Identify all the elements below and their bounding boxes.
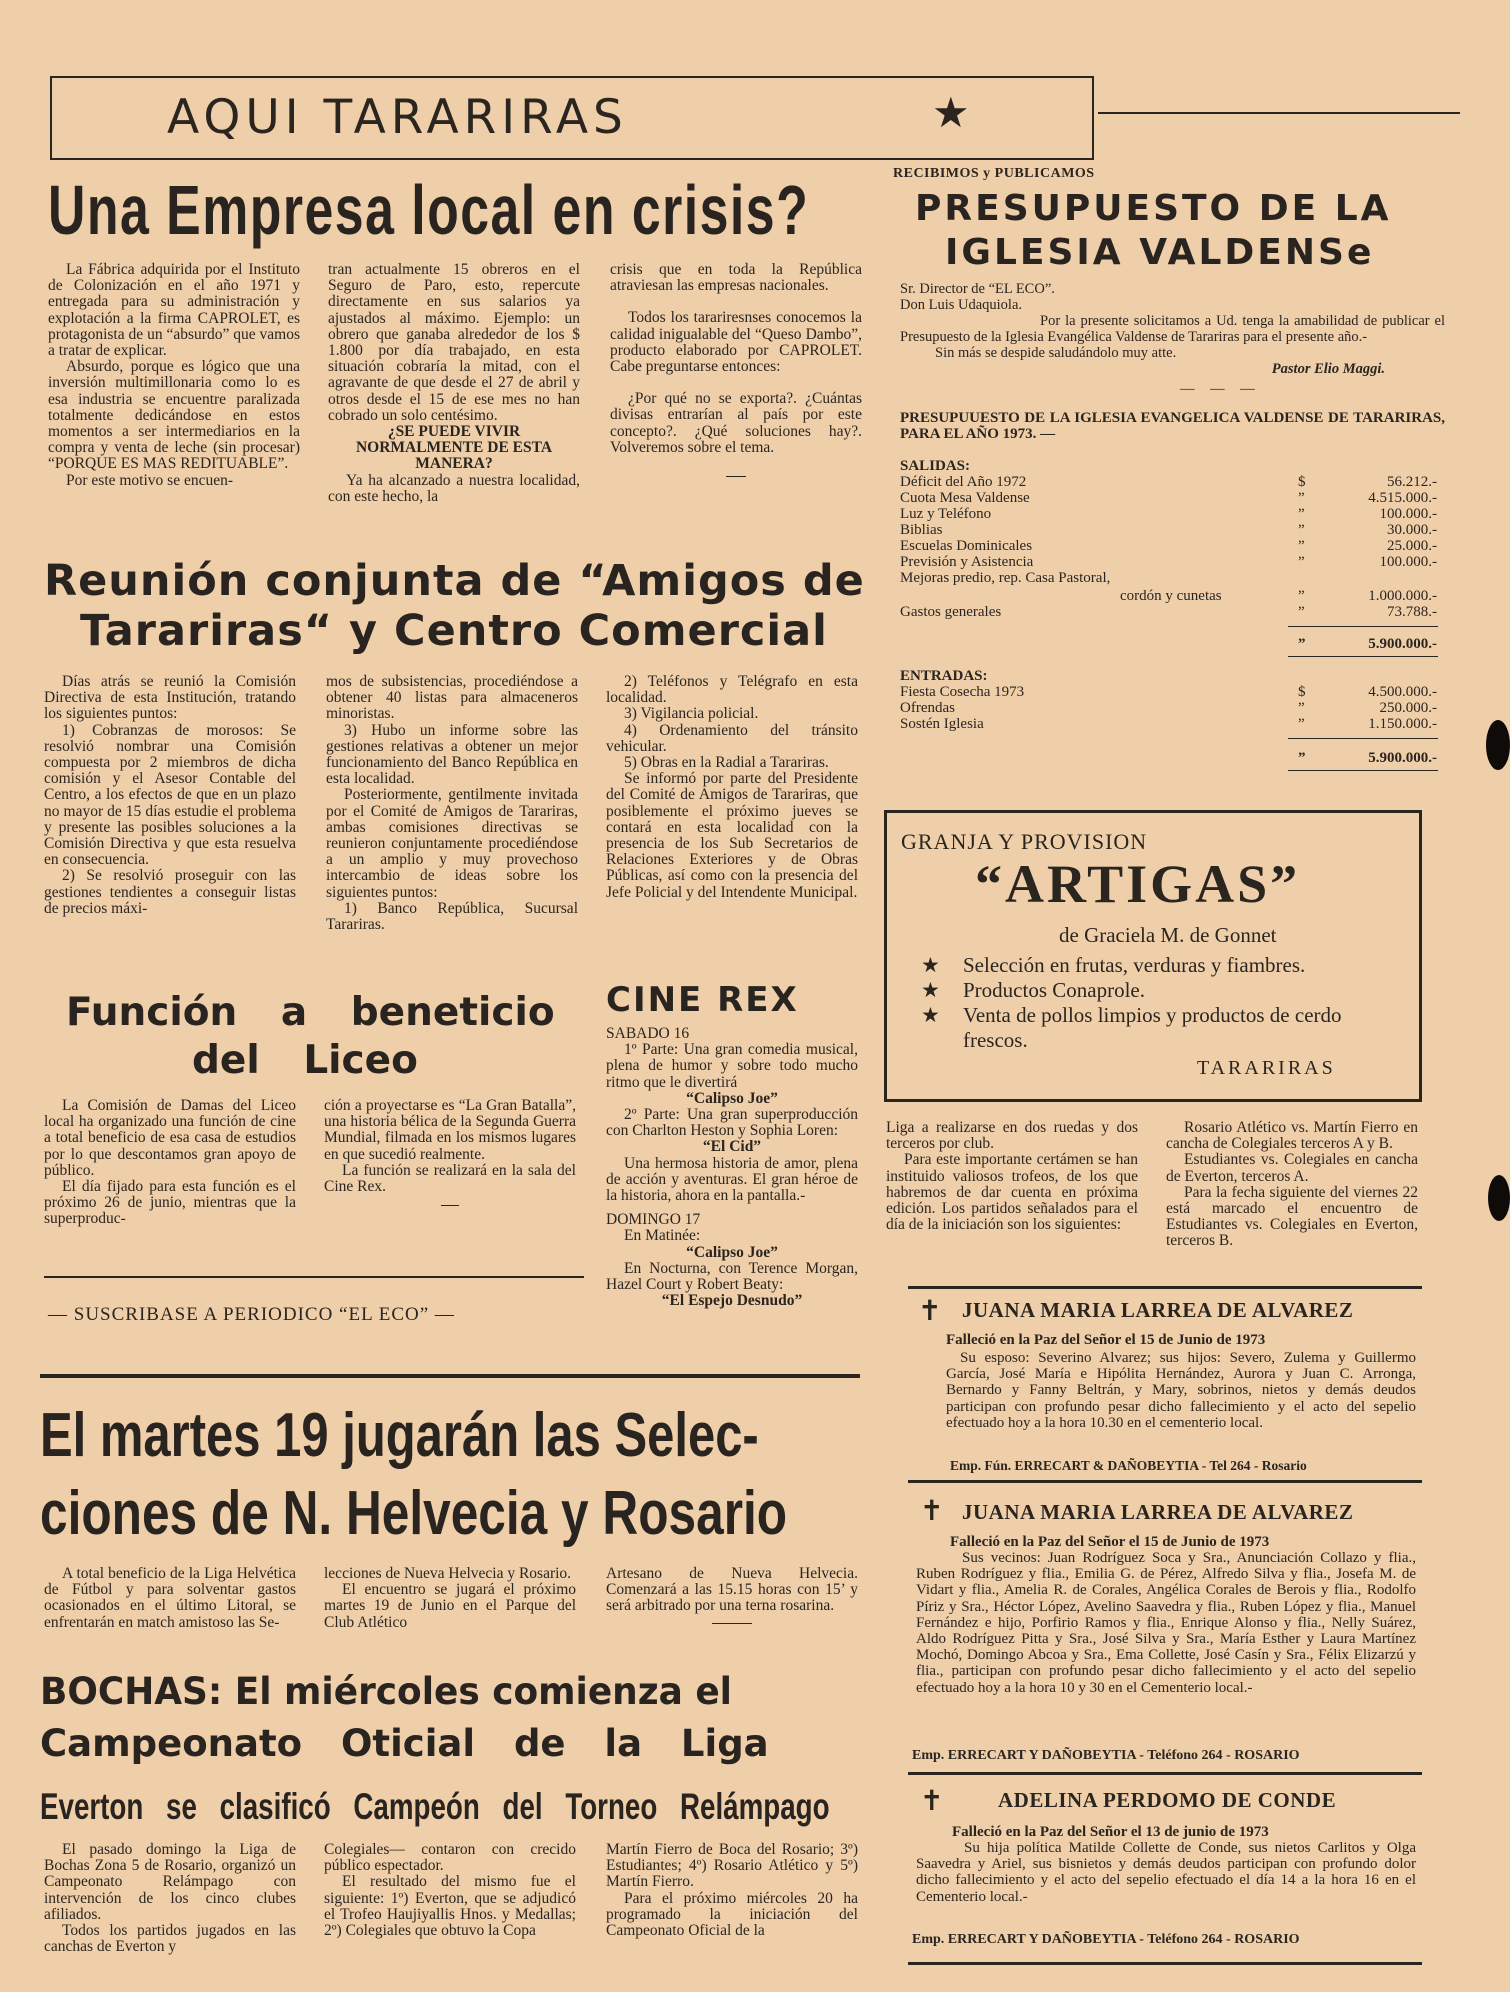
- martes-col-1: [44, 1566, 296, 1631]
- reunion-paragraph: Posteriormente, gentilmente invitada por el Comité de Amigos de Tarariras, ambas comisiones directivas se reunieron conjuntamente procediéndose a un amplio y muy provechoso intercambio de ideas sobre los siguientes puntos:: [326, 786, 578, 901]
- bochas-paragraph: Todos los partidos jugados en las canchas de Everton y: [44, 1922, 296, 1956]
- reunion-paragraph: 3) Hubo un informe sobre las gestiones relativas a obtener un mejor funcionamiento del Banco República en esta localidad.: [326, 721, 578, 788]
- subhead-bochas: Everton se clasificó Campeón del Torneo Relámpago: [40, 1786, 830, 1827]
- reunion-paragraph: 3) Vigilancia policial.: [624, 705, 759, 723]
- budget-cur: ”: [1298, 636, 1306, 652]
- ad-item: [921, 978, 1381, 1003]
- budget-item: Luz y Teléfono: [900, 506, 992, 522]
- salutation: Don Luis Udaquiola.: [900, 297, 1023, 313]
- budget-item: Ofrendas: [900, 700, 955, 716]
- ad-item: [921, 953, 1381, 978]
- signature: Pastor Elio Maggi.: [1271, 361, 1385, 377]
- obituary-name: JUANA MARIA LARREA DE ALVAREZ: [962, 1500, 1354, 1524]
- obituary: [908, 1490, 1422, 1780]
- headline-reunion-1: Reunión conjunta de “Amigos de: [44, 556, 865, 606]
- budget-cur: ”: [1298, 604, 1305, 620]
- cine-text: En Matinée:: [624, 1227, 701, 1245]
- budget-amount: 56.212.-: [1387, 474, 1437, 490]
- budget-amount: 100.000.-: [1379, 506, 1437, 522]
- empresa-paragraph: tran actualmente 15 obreros en el Seguro de Paro, esto, repercute directamente en sus salarios ya ajustados al máximo. Ejemplo: un obrero que ganaba alrededor de los $ 1.800 por día trabajado, en esta situación cobraría la mitad, con el agravante de que desde el 27 de abril y otros desde el 15 de ese mes no han cobrado un solo centésimo.: [328, 261, 580, 424]
- martes-col-3: [606, 1566, 858, 1624]
- letter-closing: Sin más se despide saludándolo muy atte.: [935, 345, 1177, 361]
- ad-owner: de Graciela M. de Gonnet: [1059, 923, 1277, 947]
- ad-town: TARARIRAS: [1197, 1057, 1336, 1079]
- martes-paragraph: lecciones de Nueva Helvecia y Rosario.: [324, 1565, 572, 1582]
- budget-amount: 1.000.000.-: [1368, 588, 1437, 604]
- divider: [40, 1374, 860, 1378]
- budget-item: Mejoras predio, rep. Casa Pastoral,: [900, 570, 1111, 586]
- presupuesto-letter: [900, 281, 1445, 397]
- end-dash: [726, 476, 746, 477]
- budget-row: [900, 538, 1445, 554]
- end-dash: [712, 1623, 752, 1624]
- reunion-paragraph: 2) Se resolvió proseguir con las gestiones tendientes a conseguir listas de precios máxi-: [44, 867, 296, 917]
- budget-table: [900, 458, 1445, 788]
- empresa-paragraph: Todos los tarariresnses conocemos la calidad inigualable del “Queso Dambo”, producto elaborado por CAPROLET. Cabe preguntarse entonces:: [610, 309, 862, 376]
- cine-text: 1º Parte: Una gran comedia musical, plena de humor y sobre todo mucho ritmo que le divertirá: [606, 1041, 858, 1091]
- obituary-text: Su esposo: Severino Alvarez; sus hijos: Severo, Zulema y Guillermo García, José María e Hipólita Hernández, Aurora y Juan C. Arronga, Bernardo y Fanny Beltrán, y Mary, sobrinos, nietos y demás deudos participan con profundo pesar dicho fallecimiento y el acto del sepelio efectuado hoy a la hora 10.30 en el cementerio local.: [946, 1350, 1416, 1431]
- bochas-paragraph: El pasado domingo la Liga de Bochas Zona 5 de Rosario, organizó un Campeonato Relámpago con intervención de los cinco clubes afiliados.: [44, 1841, 296, 1923]
- ad-items: [921, 953, 1381, 1053]
- obituary-date: Falleció en la Paz del Señor el 15 de Junio de 1973: [946, 1332, 1266, 1348]
- ad-item-text: Venta de pollos limpios y productos de cerdo frescos.: [963, 1003, 1342, 1052]
- funcion-col-2: [324, 1098, 576, 1206]
- headline-bochas-1: BOCHAS: El miércoles comienza el: [40, 1670, 732, 1713]
- obituary: [908, 1780, 1422, 1960]
- liga-paragraph: Para este importante certámen se han instituido valiosos trofeos, de los que habremos de dar cuenta en próxima edición. Los partidos señalados para el día de la iniciación son los siguientes:: [886, 1151, 1138, 1234]
- empresa-paragraph: La Fábrica adquirida por el Instituto de Colonización en el año 1971 y entregada para su administración y explotación a la firma CAPROLET, es protagonista de un “absurdo” que vamos a tratar de explicar.: [48, 261, 300, 360]
- budget-row: [900, 506, 1445, 522]
- budget-row: [900, 570, 1445, 586]
- reunion-paragraph: 1) Cobranzas de morosos: Se resolvió nombrar una Comisión compuesta por 2 miembros de dicha comisión y el Asesor Contable del Centro, a los efectos de que en un plazo no mayor de 15 días estudie el problema y presente las posibles soluciones a la Comisión Directiva y que esta resuelva en consecuencia.: [44, 721, 296, 869]
- total-rule: [1288, 770, 1438, 771]
- budget-item: Gastos generales: [900, 604, 1002, 620]
- ad-item-text: Productos Conaprole.: [963, 978, 1145, 1002]
- bochas-col-2: [324, 1842, 576, 1939]
- separator-dashes: — — —: [1180, 381, 1261, 397]
- budget-cur: ”: [1298, 506, 1305, 522]
- presupuesto-kicker: RECIBIMOS y PUBLICAMOS: [893, 166, 1095, 181]
- liga-paragraph: Estudiantes vs. Colegiales en cancha de Everton, terceros A.: [1166, 1151, 1418, 1185]
- empresa-col-3: [610, 262, 862, 477]
- ink-blot: [1488, 1175, 1510, 1221]
- funcion-paragraph: La función se realizará en la sala del Cine Rex.: [324, 1161, 576, 1196]
- budget-amount: 250.000.-: [1379, 700, 1437, 716]
- reunion-paragraph: Días atrás se reunió la Comisión Directiva de esta Institución, tratando los siguientes puntos:: [44, 673, 296, 723]
- headline-cine: CINE REX: [606, 980, 799, 1020]
- cross-icon: ✝: [920, 1786, 944, 1817]
- reunion-paragraph: mos de subsistencias, procediéndose a obtener 40 listas para almaceneros minoristas.: [326, 673, 578, 723]
- budget-cur: ”: [1298, 522, 1305, 538]
- ad-item-text: Selección en frutas, verduras y fiambres.: [963, 953, 1306, 977]
- budget-cur: ”: [1298, 554, 1305, 570]
- budget-cur: $: [1298, 474, 1306, 490]
- martes-paragraph: Artesano de Nueva Helvecia. Comenzará a las 15.15 horas con 15’ y será arbitrado por una terna rosarina.: [606, 1565, 858, 1615]
- budget-row: [900, 490, 1445, 506]
- cine-day: SABADO 16: [606, 1025, 690, 1042]
- budget-cur: $: [1298, 684, 1306, 700]
- martes-col-2: [324, 1566, 576, 1631]
- obituary-footer: Emp. ERRECART Y DAÑOBEYTIA - Teléfono 264 - ROSARIO: [912, 1932, 1300, 1947]
- budget-row: [900, 604, 1445, 620]
- empresa-paragraph: Absurdo, porque es lógico que una inversión multimillonaria como lo es esa industria se encuentre paralizada totalmente dedicándose en estos momentos a ser intermediarios en la compra y venta de leche (sin procesar) “PORQUE ES MAS REDITUABLE”.: [48, 358, 300, 473]
- headline-martes-1: El martes 19 jugarán las Selec-: [40, 1401, 759, 1470]
- headline-reunion-2: Tarariras“ y Centro Comercial: [80, 606, 828, 656]
- bochas-paragraph: El resultado del mismo fue el siguiente: 1º) Everton, que se adjudicó el Trofeo Haujiyallis Hnos. y Medallas; 2º) Colegiales que obtuvo la Copa: [324, 1873, 576, 1940]
- headline-funcion-2: del Liceo: [192, 1038, 418, 1083]
- empresa-col-2: [328, 262, 580, 505]
- cine-listing: [606, 1026, 858, 1309]
- obituary-text: Su hija política Matilde Collette de Conde, sus nietos Carlitos y Olga Saavedra y Ariel, sus bisnietos y demás deudos participan con profundo dolor dicho fallecimiento y el acto del sepelio efectuado el día 14 a la hora 16 en el Cementerio local.-: [916, 1840, 1416, 1905]
- headline-martes-2: ciones de N. Helvecia y Rosario: [40, 1479, 788, 1548]
- ad-name: “ARTIGAS”: [975, 854, 1301, 914]
- empresa-col-1: [48, 262, 300, 489]
- divider: [908, 1962, 1422, 1965]
- budget-cur: ”: [1298, 490, 1305, 506]
- star-bullet-icon: ★: [921, 953, 940, 977]
- budget-amount: 73.788.-: [1387, 604, 1437, 620]
- budget-amount: 100.000.-: [1379, 554, 1437, 570]
- budget-item: Biblias: [900, 522, 943, 538]
- budget-total: 5.900.000.-: [1368, 636, 1437, 652]
- headline-empresa: Una Empresa local en crisis?: [48, 171, 810, 249]
- budget-cur: ”: [1298, 538, 1305, 554]
- liga-paragraph: Liga a realizarse en dos ruedas y dos terceros por club.: [886, 1119, 1138, 1153]
- cine-film: “El Espejo Desnudo”: [661, 1292, 803, 1310]
- entradas-label: ENTRADAS:: [900, 668, 988, 684]
- divider: [908, 1286, 1422, 1289]
- budget-item: Cuota Mesa Valdense: [900, 490, 1030, 506]
- ad-item: [921, 1003, 1381, 1053]
- ad-line-1: GRANJA Y PROVISION: [901, 829, 1148, 854]
- obituary-name: JUANA MARIA LARREA DE ALVAREZ: [962, 1298, 1354, 1322]
- cine-film: “Calipso Joe”: [686, 1243, 778, 1261]
- cine-text: Una hermosa historia de amor, plena de acción y aventuras. El gran héroe de la historia, ahora en la pantalla.-: [606, 1154, 858, 1205]
- budget-cur: ”: [1298, 588, 1305, 604]
- funcion-col-1: [44, 1098, 296, 1228]
- empresa-paragraph: Por este motivo se encuen-: [66, 471, 234, 489]
- presupuesto-headline-1: PRESUPUESTO DE LA: [915, 188, 1392, 229]
- letter-body: Por la presente solicitamos a Ud. tenga la amabilidad de publicar el Presupuesto de la Iglesia Evangélica Valdense de Tarariras para el presente año.-: [900, 313, 1445, 345]
- obituary-footer: Emp. Fún. ERRECART & DAÑOBEYTIA - Tel 264 - Rosario: [950, 1458, 1307, 1473]
- funcion-paragraph: ción a proyectarse es “La Gran Batalla”, una historia bélica de la Segunda Guerra Mundial, filmada en los mismos lugares en que sucedió realmente.: [324, 1097, 576, 1163]
- presupuesto-headline-2: IGLESIA VALDENSe: [945, 232, 1375, 273]
- reunion-col-1: [44, 674, 296, 917]
- banner-rule: [1098, 112, 1460, 114]
- budget-amount: 1.150.000.-: [1368, 716, 1437, 732]
- obituary-name: ADELINA PERDOMO DE CONDE: [998, 1788, 1337, 1812]
- liga-col-1: [886, 1120, 1138, 1233]
- budget-total: 5.900.000.-: [1368, 750, 1437, 766]
- subscribe-banner: — SUSCRIBASE A PERIODICO “EL ECO” —: [48, 1304, 455, 1325]
- empresa-paragraph: Ya ha alcanzado a nuestra localidad, con este hecho, la: [328, 471, 580, 505]
- ink-blot: [1486, 720, 1510, 770]
- liga-col-2: [1166, 1120, 1418, 1250]
- obituary-text: Sus vecinos: Juan Rodríguez Soca y Sra., Anunciación Collazo y flia., Ruben Rodríguez y flia., Emilia G. de Pérez, Alfredo Silva y flia., Josefa M. de Vidart y flia., Amelia R. de Corales, Angélica Corales de Berois y flia., Rodolfo Píriz y Sra., Héctor López, Avelino Saavedra y flia., Ruben López y flia., Manuel Fernández e hijo, Porfirio Ramos y flia., Enrique Alonso y flia., Nelly Suárez, Aldo Rodríguez Pitta y Sra., José Silva y Sra., María Esther y Laura Martínez Mochó, Domingo Abcoa y Sra., Ema Collette, José Casín y Sra., Félix Elizarzú y flia., participan con profundo pesar dicho fallecimiento y el acto del sepelio efectuado hoy a la hora 10 y 30 en el Cementerio local.-: [916, 1550, 1416, 1696]
- budget-amount: 30.000.-: [1387, 522, 1437, 538]
- salutation: Sr. Director de “EL ECO”.: [900, 281, 1055, 297]
- divider: [908, 1772, 1422, 1775]
- salidas-label: SALIDAS:: [900, 458, 971, 474]
- budget-row: [900, 700, 1445, 716]
- total-rule: [1288, 738, 1438, 739]
- budget-row: [900, 522, 1445, 538]
- obituary: [908, 1292, 1422, 1500]
- budget-item: cordón y cunetas: [1120, 588, 1222, 604]
- reunion-paragraph: 2) Teléfonos y Telégrafo en esta localidad.: [606, 673, 858, 707]
- banner-title: AQUI TARARIRAS: [167, 90, 628, 145]
- budget-row: [900, 474, 1445, 490]
- budget-amount: 4.500.000.-: [1368, 684, 1437, 700]
- budget-item: Escuelas Dominicales: [900, 538, 1033, 554]
- bochas-col-1: [44, 1842, 296, 1955]
- budget-cur: ”: [1298, 716, 1305, 732]
- cine-film: “El Cid”: [702, 1138, 762, 1156]
- bochas-paragraph: Martín Fierro de Boca del Rosario; 3º) Estudiantes; 4º) Rosario Atlético y 5º) Martín Fierro.: [606, 1841, 858, 1891]
- budget-amount: 4.515.000.-: [1368, 490, 1437, 506]
- empresa-paragraph: ¿Por qué no se exporta?. ¿Cuántas divisas entrarían al país por este concepto?. ¿Qué soluciones hay?. Volveremos sobre el tema.: [610, 390, 862, 456]
- empresa-subhead: ¿SE PUEDE VIVIR NORMALMENTE DE ESTA MANERA?: [355, 423, 553, 473]
- end-dash: [441, 1205, 459, 1206]
- cine-day: DOMINGO 17: [606, 1211, 701, 1229]
- bochas-paragraph: Colegiales— contaron con crecido público espectador.: [324, 1841, 576, 1875]
- budget-item: Fiesta Cosecha 1973: [900, 684, 1025, 700]
- section-banner: [50, 76, 1094, 160]
- total-rule: [1288, 656, 1438, 657]
- budget-row: [900, 554, 1445, 570]
- reunion-col-3: [606, 674, 858, 901]
- budget-cur: ”: [1298, 750, 1306, 766]
- reunion-paragraph: 4) Ordenamiento del tránsito vehicular.: [606, 721, 858, 755]
- funcion-paragraph: El día fijado para esta función es el próximo 26 de junio, mientras que la superproduc-: [44, 1178, 296, 1228]
- budget-row: [900, 684, 1445, 700]
- divider: [44, 1276, 584, 1278]
- reunion-paragraph: Se informó por parte del Presidente del Comité de Amigos de Tarariras, que posiblemente el próximo jueves se contará en esta localidad con la presencia de los Sub Secretarios de Relaciones Exteriores y de Obras Públicas, así como con la presencia del Jefe Policial y del Intendente Municipal.: [606, 770, 858, 901]
- reunion-paragraph: 5) Obras en la Radial a Tarariras.: [624, 754, 829, 772]
- headline-funcion-1: Función a beneticio: [66, 990, 555, 1035]
- martes-paragraph: A total beneficio de la Liga Helvética de Fútbol y para solventar gastos ocasionados en el último Litoral, se enfrentarán en match amistoso las Se-: [44, 1565, 296, 1631]
- budget-row: [900, 588, 1445, 604]
- star-icon: ★: [932, 91, 970, 137]
- reunion-paragraph: 1) Banco República, Sucursal Tarariras.: [326, 899, 578, 934]
- budget-item: Déficit del Año 1972: [900, 474, 1027, 490]
- reunion-col-2: [326, 674, 578, 933]
- empresa-paragraph: crisis que en toda la República atraviesan las empresas nacionales.: [610, 261, 862, 295]
- total-rule: [1288, 626, 1438, 627]
- cross-icon: ✝: [920, 1496, 944, 1527]
- budget-amount: 25.000.-: [1387, 538, 1437, 554]
- liga-paragraph: Para la fecha siguiente del viernes 22 está marcado el encuentro de Estudiantes vs. Colegiales en Everton, terceros B.: [1166, 1183, 1418, 1250]
- obituary-footer: Emp. ERRECART Y DAÑOBEYTIA - Teléfono 264 - ROSARIO: [912, 1748, 1300, 1763]
- cross-icon: ✝: [918, 1296, 942, 1327]
- funcion-paragraph: La Comisión de Damas del Liceo local ha organizado una función de cine a total beneficio de esa casa de estudios por lo que descontamos gran apoyo de público.: [44, 1097, 296, 1179]
- budget-row: [900, 716, 1445, 732]
- budget-item: Previsión y Asistencia: [900, 554, 1034, 570]
- obituary-date: Falleció en la Paz del Señor el 15 de Junio de 1973: [950, 1534, 1270, 1550]
- headline-bochas-2: Campeonato Oticial de la Liga: [40, 1722, 769, 1765]
- budget-total-row: [900, 636, 1445, 652]
- martes-paragraph: El encuentro se jugará el próximo martes 19 de Junio en el Parque del Club Atlético: [324, 1581, 576, 1631]
- bochas-col-3: [606, 1842, 858, 1939]
- cine-film: “Calipso Joe”: [686, 1089, 778, 1107]
- obituary-date: Falleció en la Paz del Señor el 13 de junio de 1973: [952, 1824, 1269, 1840]
- budget-total-row: [900, 750, 1445, 766]
- budget-item: Sostén Iglesia: [900, 716, 984, 732]
- bochas-paragraph: Para el próximo miércoles 20 ha programado la iniciación del Campeonato Oficial de la: [606, 1889, 858, 1940]
- ad-granja-artigas: [884, 810, 1422, 1102]
- star-bullet-icon: ★: [921, 978, 940, 1002]
- star-bullet-icon: ★: [921, 1003, 940, 1027]
- budget-cur: ”: [1298, 700, 1305, 716]
- cine-text: 2º Parte: Una gran superproducción con Charlton Heston y Sophia Loren:: [606, 1106, 858, 1140]
- cine-text: En Nocturna, con Terence Morgan, Hazel Court y Robert Beaty:: [606, 1259, 858, 1294]
- divider: [908, 1480, 1422, 1483]
- budget-title: PRESUPUUESTO DE LA IGLESIA EVANGELICA VALDENSE DE TARARIRAS, PARA EL AÑO 1973. —: [900, 410, 1445, 442]
- liga-paragraph: Rosario Atlético vs. Martín Fierro en cancha de Colegiales terceros A y B.: [1166, 1119, 1418, 1153]
